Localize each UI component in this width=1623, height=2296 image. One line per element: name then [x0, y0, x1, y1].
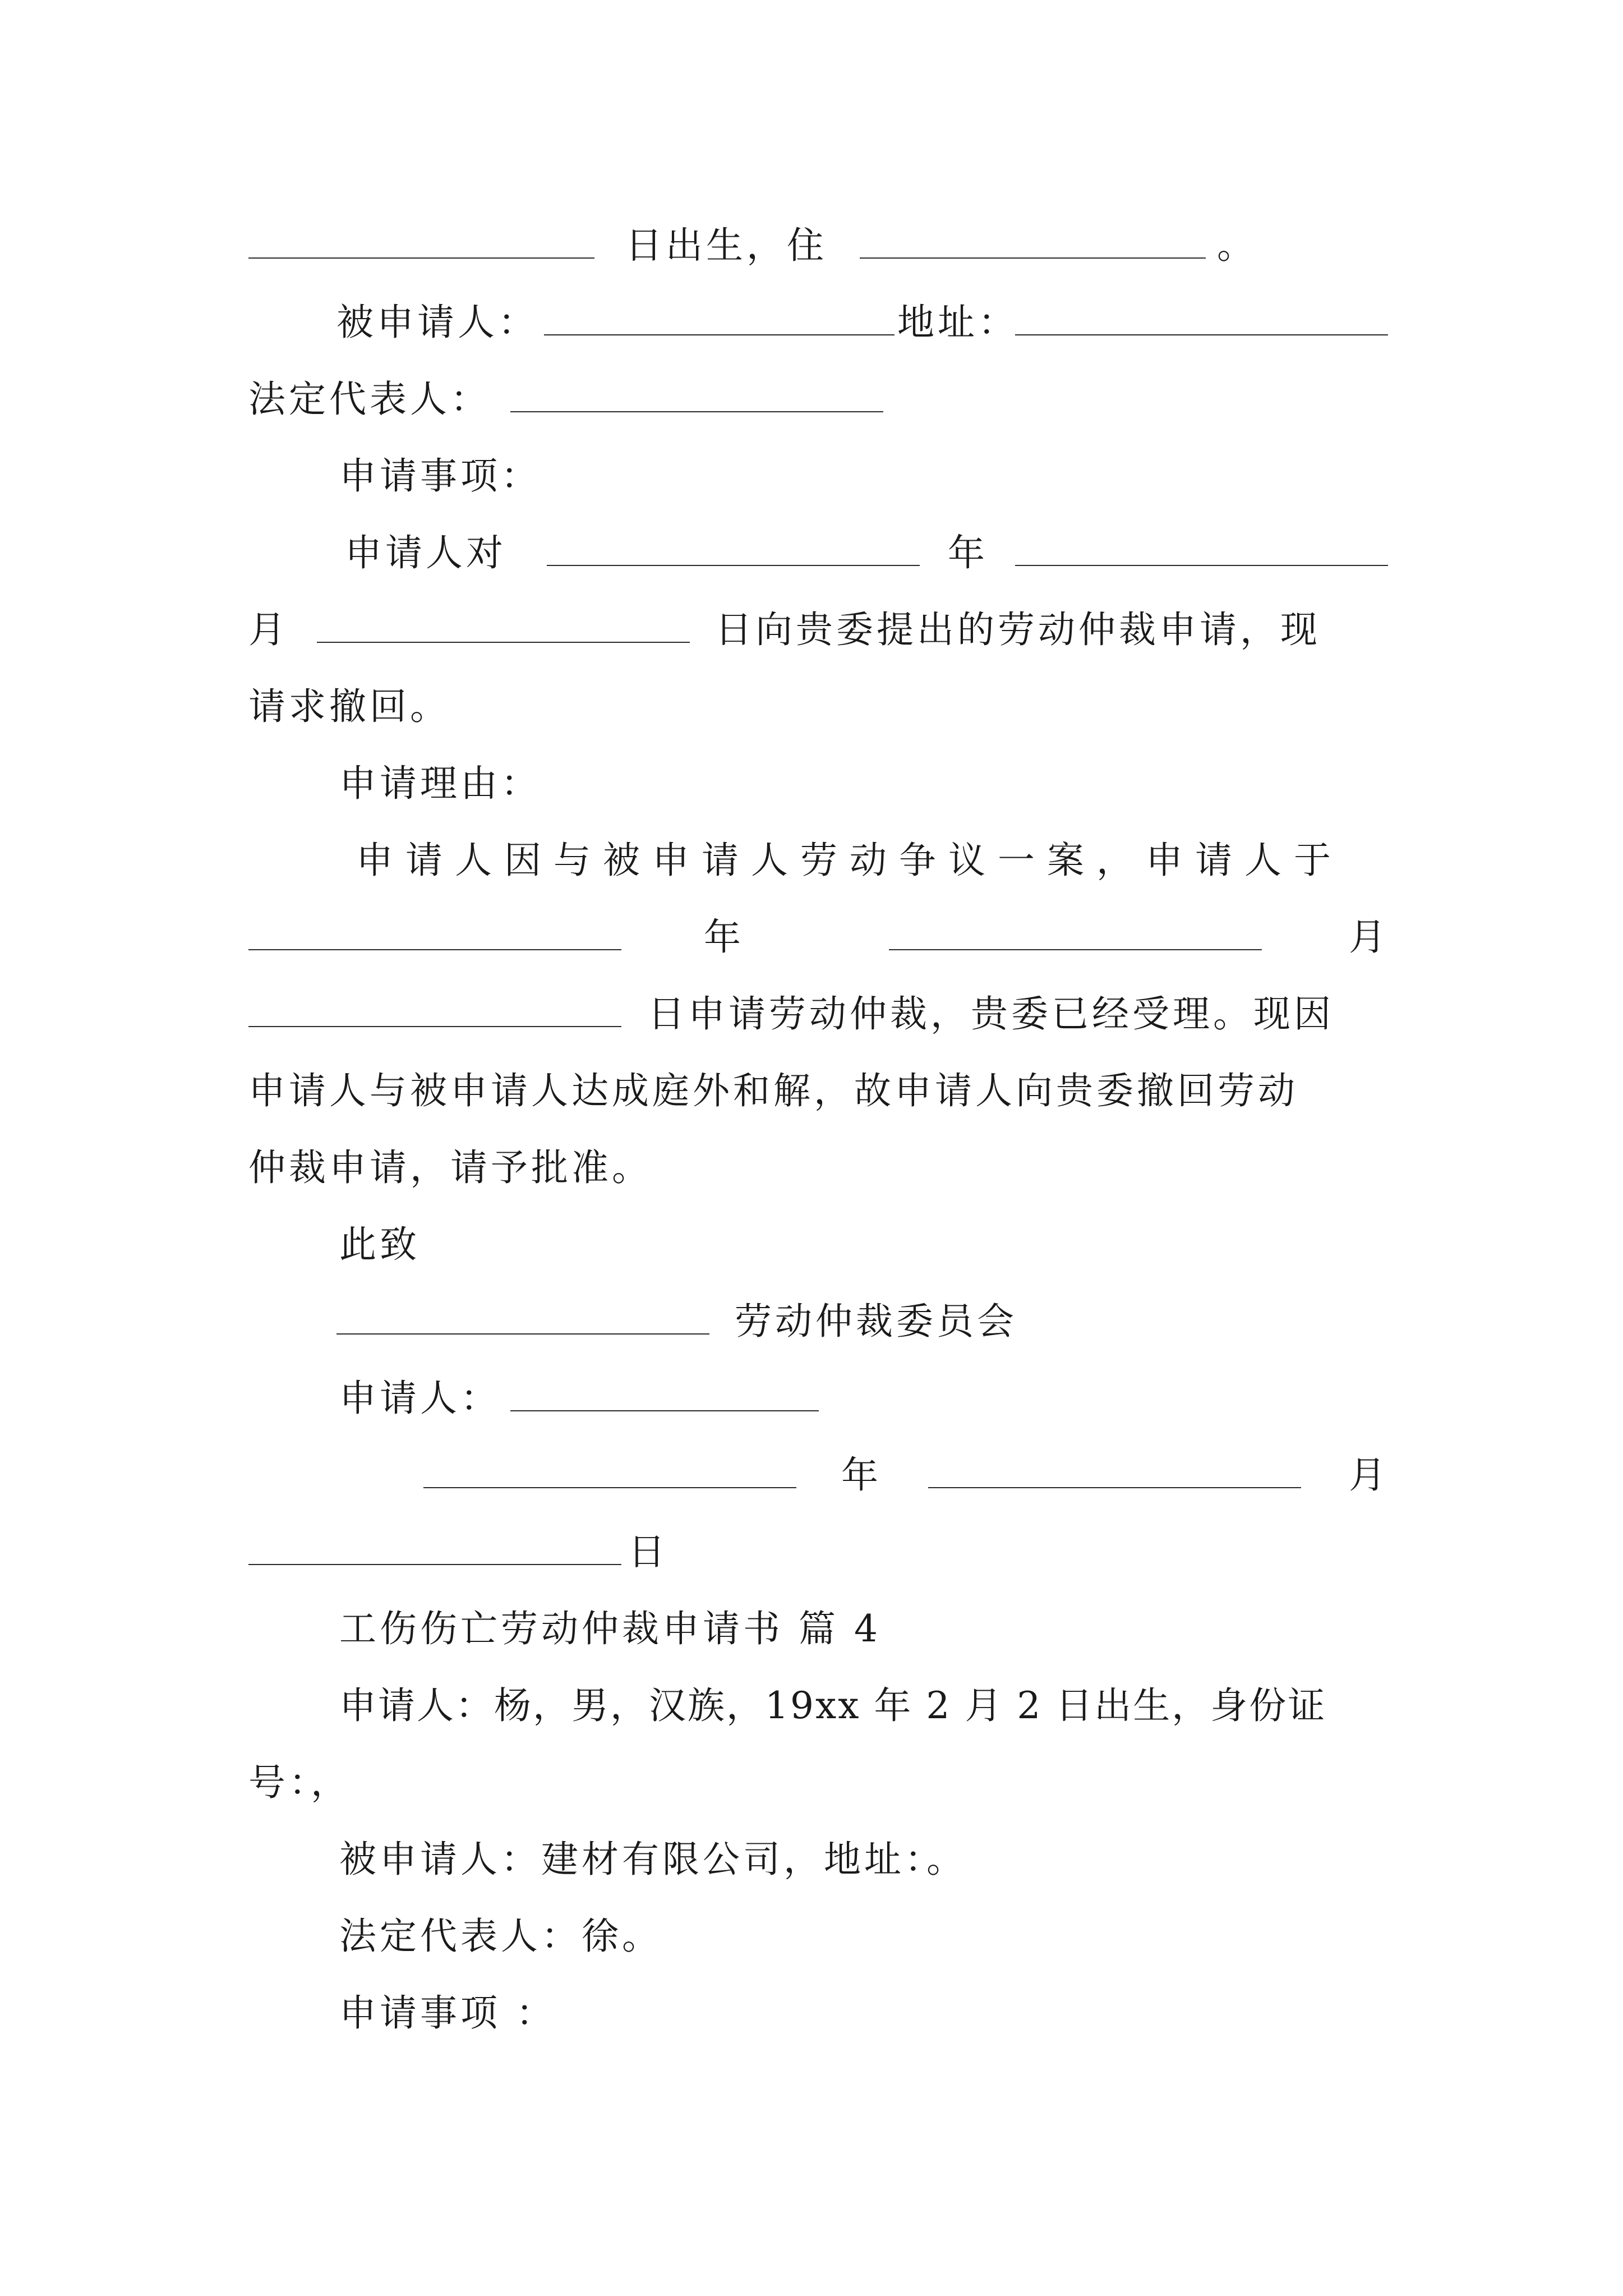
text: 日向贵委提出的劳动仲裁申请，现: [715, 608, 1321, 651]
text: 此致: [339, 1223, 420, 1266]
respondent-info-line: [0, 1829, 1623, 1890]
request-heading-2: [0, 1982, 1623, 2044]
blank-field[interactable]: [248, 1026, 621, 1027]
blank-field[interactable]: [248, 1564, 621, 1565]
request-line-3: [0, 676, 1623, 738]
blank-field[interactable]: [1015, 334, 1388, 335]
text: 法定代表人：徐。: [339, 1915, 662, 1958]
blank-field[interactable]: [248, 257, 594, 259]
text: 申请人：: [339, 1377, 501, 1420]
text: 申请理由：: [339, 762, 541, 805]
blank-field[interactable]: [317, 642, 690, 643]
text: 月: [1349, 1453, 1389, 1497]
reason-line-5: [0, 1137, 1623, 1199]
text: 日申请劳动仲裁，贵委已经受理。现因: [648, 992, 1334, 1036]
text: 地址：: [897, 301, 1018, 344]
text: 法定代表人：: [248, 378, 491, 421]
text: 月: [1349, 915, 1389, 959]
text: 月: [248, 608, 289, 651]
applicant-sign-line: [0, 1368, 1623, 1429]
blank-field[interactable]: [860, 257, 1206, 259]
text: 仲裁申请，请予批准。: [248, 1146, 652, 1189]
birth-residence-line: [0, 215, 1623, 277]
section-title: [0, 1598, 1623, 1660]
request-line-2: [0, 599, 1623, 661]
request-heading: [0, 445, 1623, 507]
legal-rep-line: [0, 369, 1623, 430]
reason-line-3: [0, 983, 1623, 1045]
text: 请求撤回。: [248, 685, 450, 728]
text: 申请事项：: [339, 454, 541, 498]
blank-field[interactable]: [889, 949, 1262, 950]
text: 号：，: [248, 1761, 351, 1804]
text: 。: [1217, 224, 1257, 267]
respondent-line: [0, 292, 1623, 353]
text: 申请人与被申请人达成庭外和解，故申请人向贵委撤回劳动: [248, 1069, 1298, 1112]
text: 日: [628, 1530, 668, 1573]
text: 申请人对: [345, 531, 506, 574]
text: 劳动仲裁委员会: [735, 1300, 1017, 1343]
salutation: [0, 1214, 1623, 1276]
id-number-line: [0, 1752, 1623, 1814]
applicant-info-line: [0, 1675, 1623, 1737]
blank-field[interactable]: [336, 1333, 709, 1335]
text: 申请事项 ：: [339, 1991, 556, 2035]
text: 被申请人：: [336, 301, 538, 344]
text: 年: [948, 531, 988, 574]
reason-heading: [0, 753, 1623, 815]
date-day-line: [0, 1521, 1623, 1583]
reason-line-1: [0, 830, 1623, 891]
date-line: [0, 1444, 1623, 1506]
legal-rep-info-line: [0, 1906, 1623, 1967]
reason-line-4: [0, 1060, 1623, 1122]
blank-field[interactable]: [1015, 565, 1388, 566]
committee-line: [0, 1291, 1623, 1352]
blank-field[interactable]: [510, 1410, 819, 1411]
blank-field[interactable]: [547, 565, 920, 566]
text: 工伤伤亡劳动仲裁申请书 篇 4: [339, 1607, 881, 1650]
blank-field[interactable]: [248, 949, 621, 950]
blank-field[interactable]: [928, 1487, 1301, 1488]
blank-field[interactable]: [423, 1487, 796, 1488]
text: 申请人：杨，男，汉族，19xx 年 2 月 2 日出生，身份证: [339, 1684, 1327, 1727]
reason-line-2: [0, 907, 1623, 968]
blank-field[interactable]: [544, 334, 895, 335]
text: 日出生，住: [625, 224, 827, 267]
text: 年: [704, 915, 744, 959]
text: 年: [841, 1453, 882, 1497]
request-line-1: [0, 522, 1623, 584]
blank-field[interactable]: [510, 411, 883, 412]
text: 申请人因与被申请人劳动争议一案，申请人于: [356, 839, 1343, 882]
text: 被申请人：建材有限公司，地址：。: [339, 1838, 967, 1881]
